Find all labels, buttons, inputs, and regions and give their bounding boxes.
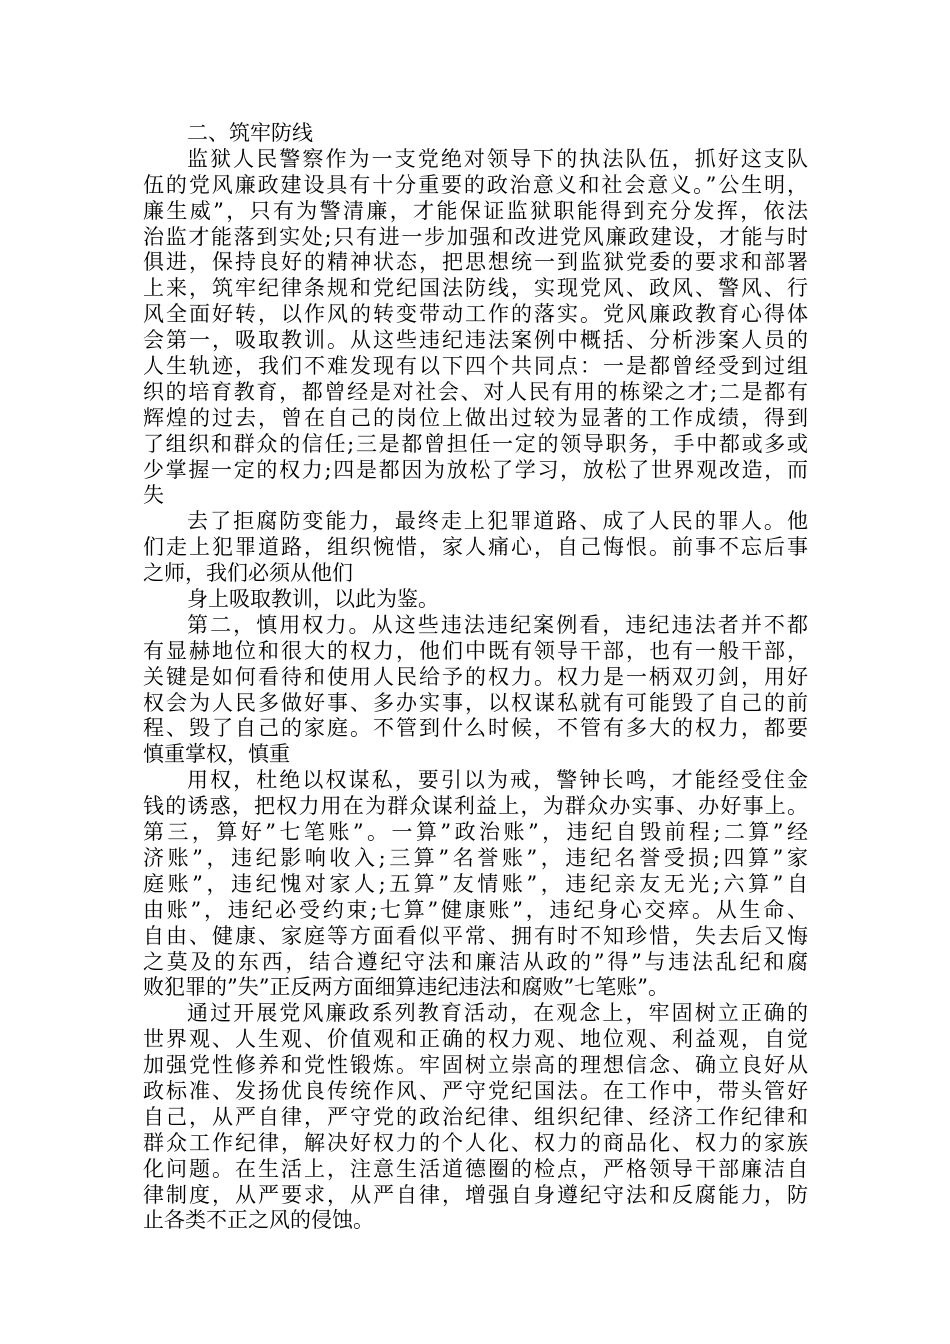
text-line: 治监才能落到实处;只有进一步加强和改进党风廉政建设，才能与时 [143, 224, 808, 249]
text-line: 之师，我们必须从他们 [143, 561, 353, 586]
text-line: 第三，算好”七笔账”。一算”政治账”，违纪自毁前程;二算”经 [143, 820, 808, 845]
text-line: 们走上犯罪道路，组织惋惜，家人痛心，自己悔恨。前事不忘后事 [143, 535, 808, 560]
text-line: 败犯罪的”失”正反两方面细算违纪违法和腐败”七笔账”。 [143, 975, 669, 1000]
text-line: 自由、健康、家庭等方面看似平常、拥有时不知珍惜，失去后又悔 [143, 923, 808, 948]
text-line: 了组织和群众的信任;三是都曾担任一定的领导职务，手中都或多或 [143, 431, 808, 456]
text-line: 之莫及的东西，结合遵纪守法和廉洁从政的”得”与违法乱纪和腐 [143, 949, 808, 974]
text-line: 俱进，保持良好的精神状态，把思想统一到监狱党委的要求和部署 [143, 250, 808, 275]
text-line: 程、毁了自己的家庭。不管到什么时候，不管有多大的权力，都要 [143, 716, 808, 741]
text-line: 庭账”，违纪愧对家人;五算”友情账”，违纪亲友无光;六算”自 [143, 871, 808, 896]
text-line: 权会为人民多做好事、多办实事，以权谋私就有可能毁了自己的前 [143, 690, 808, 715]
text-line: 慎重掌权，慎重 [143, 742, 290, 767]
text-line: 身上吸取教训，以此为鉴。 [187, 587, 439, 612]
text-line: 群众工作纪律，解决好权力的个人化、权力的商品化、权力的家族 [143, 1130, 808, 1155]
text-line: 加强党性修养和党性锻炼。牢固树立崇高的理想信念、确立良好从 [143, 1053, 808, 1078]
text-line: 世界观、人生观、价值观和正确的权力观、地位观、利益观，自觉 [143, 1027, 808, 1052]
text-line: 化问题。在生活上，注意生活道德圈的检点，严格领导干部廉洁自 [143, 1156, 808, 1181]
text-line: 律制度，从严要求，从严自律，增强自身遵纪守法和反腐能力，防 [143, 1182, 808, 1207]
text-line: 上来，筑牢纪律条规和党纪国法防线，实现党风、政风、警风、行 [143, 276, 808, 301]
text-line: 通过开展党风廉政系列教育活动，在观念上，牢固树立正确的 [187, 1001, 808, 1026]
text-line: 廉生威”，只有为警清廉，才能保证监狱职能得到充分发挥，依法 [143, 198, 808, 223]
text-line: 会第一，吸取教训。从这些违纪违法案例中概括、分析涉案人员的 [143, 328, 808, 353]
text-line: 二、筑牢防线 [187, 121, 313, 145]
text-line: 钱的诱惑，把权力用在为群众谋利益上，为群众办实事、办好事上。 [143, 794, 808, 819]
text-line: 少掌握一定的权力;四是都因为放松了学习，放松了世界观改造，而 [143, 457, 808, 482]
text-line: 织的培育教育，都曾经是对社会、对人民有用的栋梁之才;二是都有 [143, 379, 808, 404]
text-line: 辉煌的过去，曾在自己的岗位上做出过较为显著的工作成绩，得到 [143, 405, 808, 430]
text-line: 去了拒腐防变能力，最终走上犯罪道路、成了人民的罪人。他 [187, 509, 808, 534]
text-line: 济账”，违纪影响收入;三算”名誉账”，违纪名誉受损;四算”家 [143, 845, 808, 870]
text-line: 第二，慎用权力。从这些违法违纪案例看，违纪违法者并不都 [187, 612, 808, 637]
text-line: 风全面好转，以作风的转变带动工作的落实。党风廉政教育心得体 [143, 302, 808, 327]
text-line: 止各类不正之风的侵蚀。 [143, 1208, 374, 1233]
text-line: 政标准、发扬优良传统作风、严守党纪国法。在工作中，带头管好 [143, 1078, 808, 1103]
text-line: 自己，从严自律，严守党的政治纪律、组织纪律、经济工作纪律和 [143, 1104, 808, 1129]
text-line: 用权，杜绝以权谋私，要引以为戒，警钟长鸣，才能经受住金 [187, 768, 808, 793]
text-line: 关键是如何看待和使用人民给予的权力。权力是一柄双刃剑，用好 [143, 664, 808, 689]
text-line: 有显赫地位和很大的权力，他们中既有领导干部，也有一般干部， [143, 638, 808, 663]
text-line: 失 [143, 483, 164, 508]
text-line: 人生轨迹，我们不难发现有以下四个共同点：一是都曾经受到过组 [143, 354, 808, 379]
body-text [143, 121, 808, 1234]
text-line: 由账”，违纪必受约束;七算”健康账”，违纪身心交瘁。从生命、 [143, 897, 808, 922]
text-line: 伍的党风廉政建设具有十分重要的政治意义和社会意义。”公生明， [143, 172, 808, 197]
text-line: 监狱人民警察作为一支党绝对领导下的执法队伍，抓好这支队 [187, 146, 808, 171]
